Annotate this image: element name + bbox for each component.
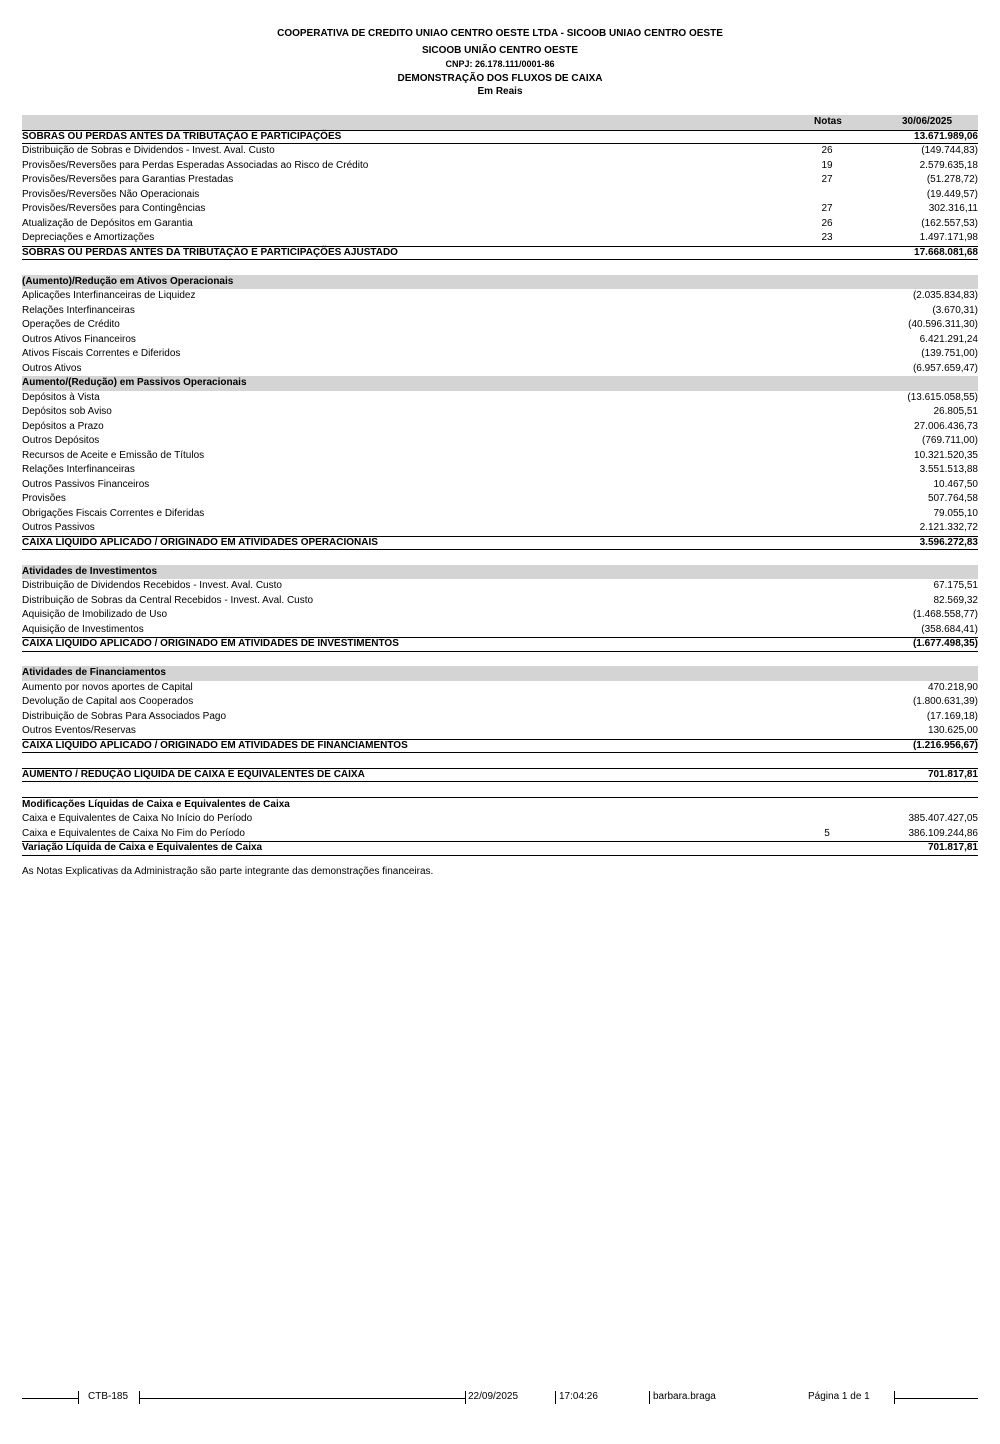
section-row [22, 275, 978, 290]
row-label: CAIXA LÍQUIDO APLICADO / ORIGINADO EM ATIVIDADES OPERACIONAIS [22, 536, 378, 548]
table-row [22, 521, 978, 536]
table-row [22, 710, 978, 725]
company-name: COOPERATIVA DE CREDITO UNIAO CENTRO OESTE LTDA - SICOOB UNIAO CENTRO OESTE [277, 28, 723, 39]
row-value: 386.109.244,86 [908, 827, 978, 839]
row-nota: 26 [821, 217, 833, 229]
row-label: Depósitos à Vista [22, 391, 100, 403]
row-label: Atualização de Depósitos em Garantia [22, 217, 193, 229]
row-label: Outros Ativos [22, 362, 82, 374]
table-row [22, 478, 978, 493]
row-nota: 19 [821, 159, 833, 171]
row-label: Provisões/Reversões para Perdas Esperadas Associadas ao Risco de Crédito [22, 159, 369, 171]
row-label: Aumento por novos aportes de Capital [22, 681, 193, 693]
row-value: 385.407.427,05 [908, 813, 978, 824]
row-label: CAIXA LÍQUIDO APLICADO / ORIGINADO EM ATIVIDADES DE INVESTIMENTOS [22, 638, 399, 649]
row-label: Recursos de Aceite e Emissão de Títulos [22, 449, 205, 461]
table-row [22, 681, 978, 696]
row-value: (40.596.311,30) [908, 319, 978, 330]
currency-note: Em Reais [477, 86, 523, 97]
table-row [22, 202, 978, 217]
row-label: Outros Depósitos [22, 435, 100, 446]
row-label: Operações de Crédito [22, 319, 120, 330]
row-value: (358.684,41) [921, 623, 978, 635]
row-label: Caixa e Equivalentes de Caixa No Início do Período [22, 813, 253, 824]
row-value: 1.497.171,98 [919, 232, 978, 243]
row-label: Aquisição de Investimentos [22, 623, 144, 635]
table-row [22, 362, 978, 377]
table-row [22, 420, 978, 435]
row-nota: 27 [821, 174, 833, 185]
spacer-row [22, 782, 978, 797]
row-label: Atividades de Financiamentos [22, 667, 166, 678]
row-label: Provisões/Reversões para Garantias Prestadas [22, 174, 234, 185]
table-row [22, 333, 978, 348]
total-row [22, 637, 978, 652]
row-value: 6.421.291,24 [919, 333, 978, 345]
total-row [22, 739, 978, 754]
footnote: As Notas Explicativas da Administração são parte integrante das demonstrações financeiras. [22, 866, 434, 877]
row-value: (1.800.631,39) [912, 696, 978, 707]
row-label: (Aumento)/Redução em Ativos Operacionais [22, 275, 234, 287]
table-row [22, 405, 978, 420]
table-row [22, 318, 978, 333]
row-value: 13.671.989,06 [914, 130, 978, 142]
total-row [22, 768, 978, 783]
row-value: (3.670,31) [932, 304, 978, 316]
row-value: 701.817,81 [927, 768, 978, 780]
row-value: 79.055,10 [933, 507, 978, 519]
row-value: 3.596.272,83 [919, 536, 978, 548]
row-value: (162.557,53) [921, 217, 978, 229]
row-value: 10.321.520,35 [914, 449, 978, 461]
row-label: Depósitos a Prazo [22, 420, 104, 432]
table-row [22, 304, 978, 319]
section-row [22, 666, 978, 681]
report-time: 17:04:26 [559, 1391, 598, 1402]
row-nota: 5 [824, 827, 830, 839]
row-value: 10.467,50 [933, 478, 978, 490]
total-row [22, 841, 978, 856]
row-value: (769.711,00) [922, 435, 978, 446]
row-label: Atividades de Investimentos [22, 565, 158, 577]
row-nota: 23 [821, 232, 833, 243]
report-date: 22/09/2025 [468, 1391, 519, 1402]
row-label: Depósitos sob Aviso [22, 406, 112, 417]
row-label: Relações Interfinanceiras [22, 304, 135, 316]
table-row [22, 173, 978, 188]
table-row [22, 289, 978, 304]
row-label: Aumento/(Redução) em Passivos Operacionais [22, 377, 247, 388]
row-label: Devolução de Capital aos Cooperados [22, 696, 194, 707]
footer-rule [139, 1398, 465, 1399]
sectionline-row [22, 797, 978, 813]
row-value: 2.579.635,18 [919, 159, 978, 171]
row-value: (17.169,18) [926, 710, 978, 722]
row-value: (1.677.498,35) [912, 638, 978, 649]
row-value: (2.035.834,83) [912, 290, 978, 301]
row-label: Distribuição de Dividendos Recebidos - Invest. Aval. Custo [22, 580, 282, 591]
row-label: SOBRAS OU PERDAS ANTES DA TRIBUTAÇÃO E PARTICIPAÇÕES AJUSTADO [22, 246, 398, 258]
table-row [22, 347, 978, 362]
page-number: Página 1 de 1 [808, 1391, 870, 1402]
spacer-row [22, 260, 978, 275]
table-row [22, 217, 978, 232]
row-label: Obrigações Fiscais Correntes e Diferidas [22, 507, 205, 519]
table-row [22, 724, 978, 739]
row-nota: 27 [821, 203, 833, 214]
row-value: (1.468.558,77) [912, 609, 978, 620]
table-row [22, 623, 978, 638]
row-label: CAIXA LÍQUIDO APLICADO / ORIGINADO EM ATIVIDADES DE FINANCIAMENTOS [22, 739, 408, 751]
row-value: (19.449,57) [926, 188, 978, 200]
table-row [22, 492, 978, 507]
table-row [22, 579, 978, 594]
table-row [22, 608, 978, 623]
notas-header: Notas [814, 116, 842, 127]
row-label: Outros Eventos/Reservas [22, 725, 136, 736]
footer-separator [78, 1391, 79, 1404]
company-short-name: SICOOB UNIÃO CENTRO OESTE [421, 45, 579, 56]
row-value: 507.764,58 [927, 493, 978, 504]
row-value: 302.316,11 [928, 203, 978, 214]
total-row [22, 536, 978, 551]
table-row [22, 594, 978, 609]
row-label: Aplicações Interfinanceiras de Liquidez [22, 290, 196, 301]
row-label: Variação Líquida de Caixa e Equivalentes de Caixa [22, 842, 263, 853]
row-label: Provisões/Reversões para Contingências [22, 203, 206, 214]
row-value: 67.175,51 [933, 580, 978, 591]
row-label: SOBRAS OU PERDAS ANTES DA TRIBUTAÇÃO E PARTICIPAÇÕES [22, 130, 342, 142]
row-value: 82.569,32 [933, 594, 978, 606]
table-row [22, 812, 978, 827]
spacer-row [22, 550, 978, 565]
table-row [22, 695, 978, 710]
total-row [22, 246, 978, 261]
row-label: Aquisição de Imobilizado de Uso [22, 609, 168, 620]
date-header: 30/06/2025 [902, 116, 953, 127]
row-label: Modificações Líquidas de Caixa e Equivalentes de Caixa [22, 798, 290, 810]
spacer-row [22, 753, 978, 768]
table-row [22, 463, 978, 478]
row-label: Distribuição de Sobras Para Associados Pago [22, 710, 227, 722]
row-label: Ativos Fiscais Correntes e Diferidos [22, 348, 181, 359]
row-value: (1.216.956,67) [912, 739, 978, 751]
row-value: 701.817,81 [927, 842, 978, 853]
document-title: DEMONSTRAÇÃO DOS FLUXOS DE CAIXA [397, 73, 603, 84]
footer-separator [555, 1391, 556, 1404]
row-label: Distribuição de Sobras e Dividendos - Invest. Aval. Custo [22, 145, 275, 156]
row-label: Outros Passivos [22, 522, 95, 533]
row-value: (51.278,72) [926, 174, 978, 185]
table-row [22, 827, 978, 842]
section-row [22, 565, 978, 580]
footer-rule [894, 1398, 978, 1399]
cnpj: CNPJ: 26.178.111/0001-86 [445, 59, 555, 69]
report-user: barbara.braga [653, 1391, 716, 1402]
row-nota: 26 [821, 145, 833, 156]
row-label: Provisões [22, 493, 66, 504]
row-label: Outros Passivos Financeiros [22, 478, 150, 490]
row-value: 17.668.081,68 [914, 246, 978, 258]
row-label: Caixa e Equivalentes de Caixa No Fim do Período [22, 827, 245, 839]
row-label: Relações Interfinanceiras [22, 464, 135, 475]
total-row [22, 130, 978, 145]
table-row [22, 449, 978, 464]
row-value: (139.751,00) [921, 348, 978, 359]
footer-separator [465, 1391, 466, 1404]
table-row [22, 434, 978, 449]
table-row [22, 159, 978, 174]
row-value: (6.957.659,47) [912, 362, 978, 374]
cash-flow-table [22, 115, 978, 856]
footer-rule [22, 1398, 78, 1399]
row-label: Provisões/Reversões Não Operacionais [22, 188, 200, 200]
row-label: Distribuição de Sobras da Central Recebidos - Invest. Aval. Custo [22, 594, 314, 606]
row-label: AUMENTO / REDUÇÃO LÍQUIDA DE CAIXA E EQUIVALENTES DE CAIXA [22, 768, 365, 780]
row-label: Outros Ativos Financeiros [22, 333, 136, 345]
row-value: 26.805,51 [933, 406, 978, 417]
row-label: Depreciações e Amortizações [22, 232, 155, 243]
table-row [22, 144, 978, 159]
row-value: 27.006.436,73 [914, 420, 978, 432]
row-value: (149.744,83) [921, 145, 978, 156]
footer-separator [649, 1391, 650, 1404]
row-value: 3.551.513,88 [919, 464, 978, 475]
row-value: 2.121.332,72 [919, 522, 978, 533]
row-value: 130.625,00 [927, 725, 978, 736]
table-row [22, 188, 978, 203]
report-code: CTB-185 [88, 1391, 129, 1402]
page-footer [22, 1390, 978, 1406]
table-row [22, 391, 978, 406]
column-header-row [22, 115, 978, 130]
spacer-row [22, 652, 978, 667]
table-row [22, 231, 978, 246]
row-value: 470.218,90 [927, 681, 978, 693]
row-value: (13.615.058,55) [907, 391, 978, 403]
section-row [22, 376, 978, 391]
table-row [22, 507, 978, 522]
